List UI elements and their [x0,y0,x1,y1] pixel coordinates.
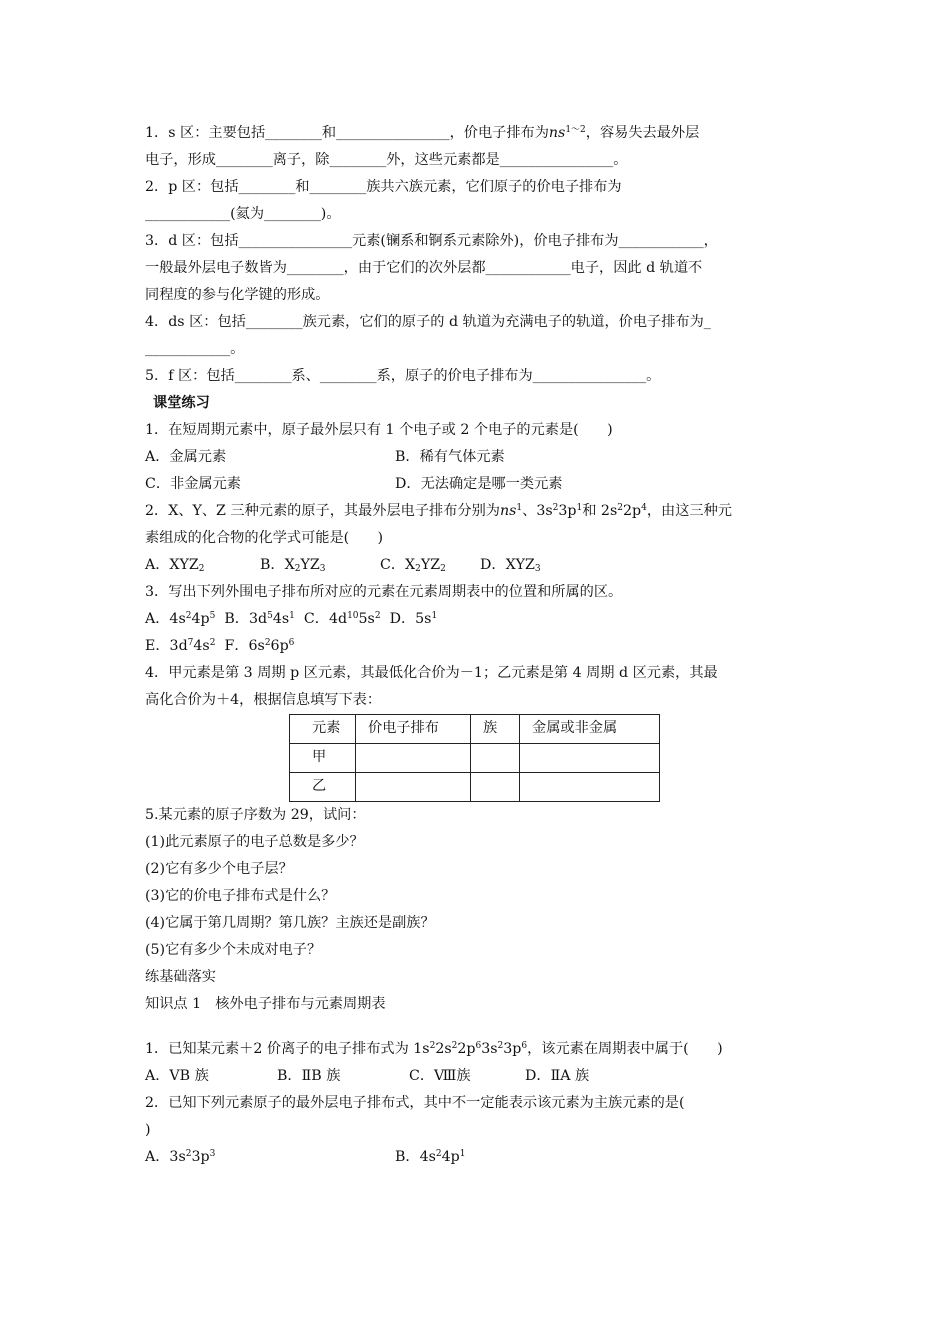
table-cell: 甲 [290,744,356,773]
cq3-option-d: D．$5s^1$ [389,611,438,627]
pq1-option-b[interactable]: B．ⅡB 族 [277,1068,341,1084]
cq5-sub-3: (3)它的价电子排布式是什么？ [145,888,336,904]
cq2-options [145,552,815,579]
pq1-option-c[interactable]: C．Ⅷ族 [409,1068,471,1084]
cq5-sub-1: (1)此元素原子的电子总数是多少？ [145,834,364,850]
cq3-stem: 3．写出下列外围电子排布所对应的元素在元素周期表中的位置和所属的区。 [145,584,623,600]
table-row [290,744,660,773]
pq1-option-a[interactable]: A．ⅤB 族 [145,1068,209,1084]
cq4-line-2: 高化合价为＋4，根据信息填写下表： [145,692,382,708]
table-header-row [290,715,660,744]
p-block-line-2: ____________(氦为________)。 [145,206,341,222]
cq1-option-a[interactable]: A．金属元素 [145,449,227,465]
table-cell[interactable] [356,744,471,773]
table-header-cell: 金属或非金属 [520,715,660,744]
cq1-option-d[interactable]: D．无法确定是哪一类元素 [395,476,563,492]
d-block-line-3: 同程度的参与化学键的形成。 [145,287,330,303]
knowledge-point-title: 知识点 1 核外电子排布与元素周期表 [145,996,386,1012]
cq2-stem-line-2: 素组成的化合物的化学式可能是( ) [145,530,384,546]
cq4-line-1: 4．甲元素是第 3 周期 p 区元素，其最低化合价为－1；乙元素是第 4 周期 d 区元素，其最 [145,665,718,681]
pq2-option-b[interactable]: B．$4s^24p^1$ [395,1149,466,1165]
table-cell[interactable] [356,773,471,802]
document-page [145,120,815,1171]
table-header-cell: 价电子排布 [356,715,471,744]
pq2-line-2: ) [145,1122,151,1138]
cq3-option-f: F．$6s^26p^6$ [224,638,295,654]
cq5-stem: 5.某元素的原子序数为 29，试问： [145,807,366,823]
table-cell: 乙 [290,773,356,802]
table-cell[interactable] [520,773,660,802]
f-block-line-1: 5．f 区：包括________系、________系，原子的价电子排布为________________。 [145,368,661,384]
pq2-option-a[interactable]: A．$3s^23p^3$ [145,1149,216,1165]
table-header-cell: 族 [471,715,520,744]
table-cell[interactable] [471,744,520,773]
p-block-line-1: 2．p 区：包括________和________族共六族元素，它们原子的价电子排布为 [145,179,622,195]
pq1-stem: 1．已知某元素＋2 价离子的电子排布式为 $1s^22s^22p^63s^23p^6$，该元素在周期表中属于( ) [145,1041,723,1057]
table-cell[interactable] [520,744,660,773]
cq2-option-a[interactable]: A．$XYZ_2$ [145,557,205,574]
d-block-line-1: 3．d 区：包括________________元素(镧系和锕系元素除外)，价电子排布为____________， [145,233,718,249]
cq1-option-c[interactable]: C．非金属元素 [145,476,241,492]
cq3-option-a: A．$4s^24p^5$ [145,611,216,627]
cq2-stem-line-1: 2．X、Y、Z 三种元素的原子，其最外层电子排布分别为$ns^1$、$3s^23p^1$和 $2s^22p^4$，由这三种元 [145,503,732,519]
pq2-line-1: 2．已知下列元素原子的最外层电子排布式，其中不一定能表示该元素为主族元素的是( [145,1095,685,1111]
ds-block-line-1: 4．ds 区：包括________族元素，它们的原子的 d 轨道为充满电子的轨道，价电子排布为_ [145,314,711,330]
cq3-option-b: B．$3d^54s^1$ [224,611,295,627]
pq2-options [145,1144,815,1171]
cq3-option-c: C．$4d^{10}5s^2$ [303,611,381,627]
cq1-options-cd [145,471,815,498]
cq1-options-ab [145,444,815,471]
cq3-options-a-d [145,606,815,633]
table-header-cell: 元素 [290,715,356,744]
pq1-options [145,1063,815,1090]
cq5-sub-4: (4)它属于第几周期？第几族？主族还是副族？ [145,915,435,931]
practice-heading: 练基础落实 [145,969,216,985]
classroom-heading: 课堂练习 [153,395,210,411]
cq3-option-e: E．$3d^74s^2$ [145,638,216,654]
cq2-option-b[interactable]: B．$X_2YZ_3$ [260,557,326,574]
cq1-stem: 1．在短周期元素中，原子最外层只有 1 个电子或 2 个电子的元素是( ) [145,422,613,438]
cq5-sub-2: (2)它有多少个电子层？ [145,861,293,877]
table-cell[interactable] [471,773,520,802]
cq3-options-e-f [145,633,815,660]
element-info-table [289,714,660,802]
pq1-option-d[interactable]: D．ⅡA 族 [525,1068,590,1084]
cq5-sub-5: (5)它有多少个未成对电子？ [145,942,322,958]
table-row [290,773,660,802]
cq1-option-b[interactable]: B．稀有气体元素 [395,449,505,465]
d-block-line-2: 一般最外层电子数皆为________，由于它们的次外层都____________电子，因此 d 轨道不 [145,260,703,276]
cq2-option-c[interactable]: C．$X_2YZ_2$ [380,557,446,574]
s-block-line-1: 1．s 区：主要包括________和________________，价电子排布为$ns^{1\sim 2}$，容易失去最外层 [145,125,700,141]
ds-block-line-2: ____________。 [145,341,245,357]
s-block-line-2: 电子，形成________离子，除________外，这些元素都是________________。 [145,152,628,168]
cq2-option-d[interactable]: D．$XYZ_3$ [480,557,541,574]
